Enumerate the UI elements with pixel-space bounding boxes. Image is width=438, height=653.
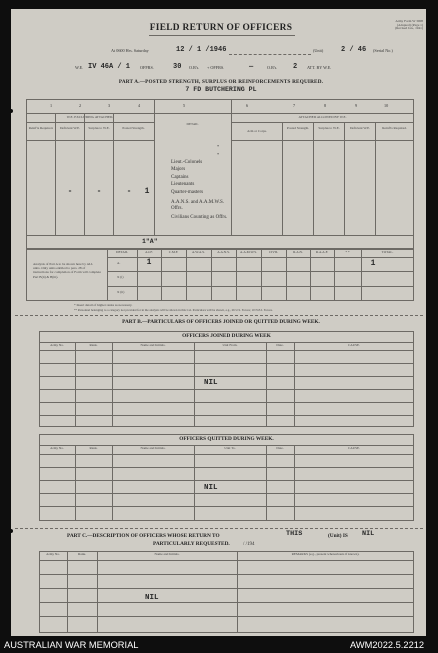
part-c-table [39,551,414,633]
we-group-line [26,122,154,123]
part-c-this: THIS [286,530,303,538]
attached-group-line [231,122,414,123]
analysis-head-aans: A.A.N.S. [217,250,230,254]
ors-label: O.R's. [189,65,200,70]
part-c-div-3 [237,551,238,633]
sub-head-posted: Posted Strength. [122,126,145,130]
col-number-4: 4 [138,103,141,108]
sub-head-deficient-r: Deficient W.E. [349,126,371,130]
col-number-8: 8 [324,103,327,108]
analysis-row-line-1 [107,271,414,272]
part-c-heading: PART C.—DESCRIPTION OF OFFICERS WHOSE RETURN TO [67,533,220,539]
part-c-unit-is: (Unit) IS [328,533,348,539]
divider-col-9 [375,122,376,235]
joined-col-date: Date. [276,343,284,347]
rank-majors: Majors [171,167,186,173]
hw-deficient-dash: - [96,187,102,196]
analysis-head-aamws: A.A.M.W.S. [240,250,257,254]
col-number-10: 10 [384,103,389,108]
quitted-col-armyno: Army No. [50,446,64,450]
analysis-head-cmf: C.M.F. [168,250,179,254]
hw-aif-a: 1 [146,258,152,267]
ors-label-2: O.R's. [267,65,278,70]
part-c-div-1 [67,551,68,633]
col-number-1: 1 [50,103,53,108]
part-c-nil: NIL [362,530,375,538]
rank-captains: Captains [171,174,189,180]
quitted-heading: OFFICERS QUITTED DURING WEEK. [179,436,274,442]
analysis-row-a: A. [117,261,121,265]
hw-reinf-dash: - [67,187,73,196]
hw-total-posted: 1"A" [142,238,158,245]
part-c-row-line-3 [39,602,414,603]
joined-row-line-2 [39,376,414,377]
att-offrs-dash: — [249,63,254,71]
joined-row-line-5 [39,415,414,416]
sub-header-line-right [231,140,414,141]
quitted-col-cause: CAUSE. [348,446,360,450]
joined-nil: NIL [204,379,218,387]
quitted-row-line-2 [39,480,414,481]
part-b-cut-line [15,528,423,529]
unit-blank [229,54,311,55]
serial-label: (Serial No.) [373,48,393,53]
part-c-heading-2: PARTICULARLY REQUESTED. [153,541,230,547]
ors-count: 30 [173,63,182,71]
joined-heading: OFFICERS JOINED DURING WEEK [182,333,271,339]
we-excl-heading: W.E. EXCLUDING ATTACHED. [66,115,114,119]
joined-col-unitfrom: Unit From. [222,343,238,347]
title-underline [149,35,295,36]
sub-head-surplus-r: Surplus to W.E. [318,126,340,130]
unit-name: 7 FD BUTCHERING PL [185,86,257,93]
quitted-col-name: Name and Initials. [140,446,166,450]
joined-col-cause: CAUSE. [348,343,360,347]
punch-hole-bottom [11,529,13,533]
joined-row-line-3 [39,389,414,390]
quitted-row-line-4 [39,506,414,507]
part-c-row-line-1 [39,574,414,575]
joined-col-armyno: Army No. [50,343,64,347]
analysis-head-raaf: R.A.A.F. [315,250,329,254]
att-label: ATT. BY W.E. [307,65,332,70]
part-a-heading: PART A.—POSTED STRENGTH, SURPLUS OR REINFORCEMENTS REQUIRED. [118,79,324,85]
quitted-col-rank: Rank. [89,446,98,450]
part-c-body-nil: NIL [145,594,159,602]
analysis-row-x1: X (i) [117,275,124,279]
sub-header-line-left [26,140,154,141]
part-c-date-blank: / /194 [243,542,255,547]
sub-head-posted-r: Posted Strength. [286,126,310,130]
col-number-7: 7 [293,103,296,108]
analysis-head-total: TOTAL. [381,250,394,254]
part-c-col-name: Name and Initials. [154,552,180,556]
joined-head-line [39,350,414,351]
analysis-head-civil: CIVIL [268,250,279,254]
part-c-col-remarks: REMARKS (e.g., present whereabouts if known). [291,552,360,556]
form-adapted-line: (Adapted) (Page 1) [397,22,423,27]
footnote-1: * Insert detail of higher ranks as necessary. [74,303,133,307]
rank-civilians: Civilians Counting as Offrs. [171,215,228,221]
quitted-nil: NIL [204,484,218,492]
analysis-row-x2: X (ii) [117,290,125,294]
divider-col-6 [282,122,283,235]
joined-col-name: Name and Initials. [140,343,166,347]
quitted-row-line-1 [39,467,414,468]
rank-lieutenants: Lieutenants [171,182,195,188]
analysis-head-other: * * [345,250,350,254]
divider-col-1 [55,113,56,235]
analysis-head-ran: R.A.N. [293,250,303,254]
form-ref-line: Army Form W 3008 [395,19,423,23]
part-c-col-armyno: Army No. [46,552,60,556]
footer-catalogue-id: AWM2022.5.2212 [350,640,425,650]
quitted-col-date: Date. [276,446,284,450]
sub-head-reinf: Reinf'ts Required. [28,126,54,130]
divider-col-7 [313,122,314,235]
punch-hole-top [11,109,13,113]
joined-col-rank: Rank. [89,343,98,347]
analysis-head-detail: DETAIL [116,250,128,254]
part-c-div-2 [97,551,98,633]
quitted-div-4 [266,445,267,521]
rank-aans: A.A.N.S. and A.A.M.W.S. Offrs. [171,200,225,212]
analysis-row-line-2 [107,286,414,287]
at-label: At 0600 Hrs. Saturday [111,48,149,53]
quitted-div-5 [294,445,295,521]
form-revised-line: (Revised Jan., 1941) [395,26,423,31]
hw-surplus-dash: - [126,187,132,196]
footer-credit: AUSTRALIAN WAR MEMORIAL [4,640,139,650]
form-reference [351,20,423,31]
joined-row-line-1 [39,363,414,364]
part-c-col-rank: Rank. [77,552,86,556]
quitted-div-1 [75,445,76,521]
serial-number: 2 / 46 [341,46,367,54]
part-a-cut-line [15,315,423,316]
rank-list [171,159,229,221]
part-c-head-line [39,560,414,561]
unit-label: (Unit) [313,48,324,53]
rank-quartermasters: Quarter-masters [171,189,204,195]
sub-head-arm: Arm or Corps. [247,129,267,133]
totals-row-line [26,235,414,236]
form-sheet [11,9,426,636]
hw-total-a: 1 [370,259,376,268]
quitted-col-unitto: Unit To. [224,446,236,450]
part-c-row-line-4 [39,616,414,617]
divider-col-8 [344,122,345,235]
sub-head-deficient: Deficient W.E. [59,126,81,130]
joined-row-line-4 [39,402,414,403]
analysis-head-awas: A.W.A.S. [191,250,206,254]
sub-head-reinf-r: Reinf'ts Required. [382,126,407,130]
col-number-5: 5 [183,103,186,108]
analysis-head-aif: A.I.F. [145,250,153,254]
asterisk-marks: * * [217,144,220,157]
plus-offrs-label: + OFFRS. [207,65,225,70]
col-number-3: 3 [108,103,111,108]
we-reference: IV 46A / 1 [88,63,131,71]
sub-head-surplus: Surplus to W.E. [88,126,110,130]
we-label: W.E. [75,65,84,70]
detail-heading: DETAIL [186,122,199,126]
quitted-div-3 [194,445,195,521]
quitted-row-line-3 [39,493,414,494]
part-c-row-line-2 [39,588,414,589]
return-date: 12 / 1 /1946 [176,46,227,54]
att-count: 2 [293,63,298,71]
attached-heading: ATTACHED ALLOWED BY W.E. [298,115,347,119]
divider-col-5 [231,99,232,235]
footnote-2: ** Personnel belonging to a category not provided for in the analysis will be shown in this Col. Particulars will be shown, e.g., 26 U.S. Forces; 10 N.E.I. Forces. [74,308,273,312]
col-number-2: 2 [79,103,82,108]
col-number-6: 6 [246,103,249,108]
divider-col-2 [84,113,85,235]
part-b-heading: PART B.—PARTICULARS OF OFFICERS JOINED OR QUITTED DURING WEEK. [122,319,320,325]
hw-posted-lieutenants: 1 [144,187,150,196]
col-number-9: 9 [355,103,358,108]
divider-col-4 [154,99,155,235]
quitted-head-line [39,454,414,455]
divider-col-3 [113,113,114,235]
quitted-div-2 [112,445,113,521]
rank-lieut-colonels: Lieut.-Colonels [171,160,203,165]
offrs-label: OFFRS. [140,65,154,70]
analysis-note: Analysis of Part A to be shown here by ALL units. Only units entitled to pars. 28 of instructions for completion of Form will complete Part B(ii) & B(iii). [33,262,101,279]
page-title: FIELD RETURN OF OFFICERS [149,23,293,33]
